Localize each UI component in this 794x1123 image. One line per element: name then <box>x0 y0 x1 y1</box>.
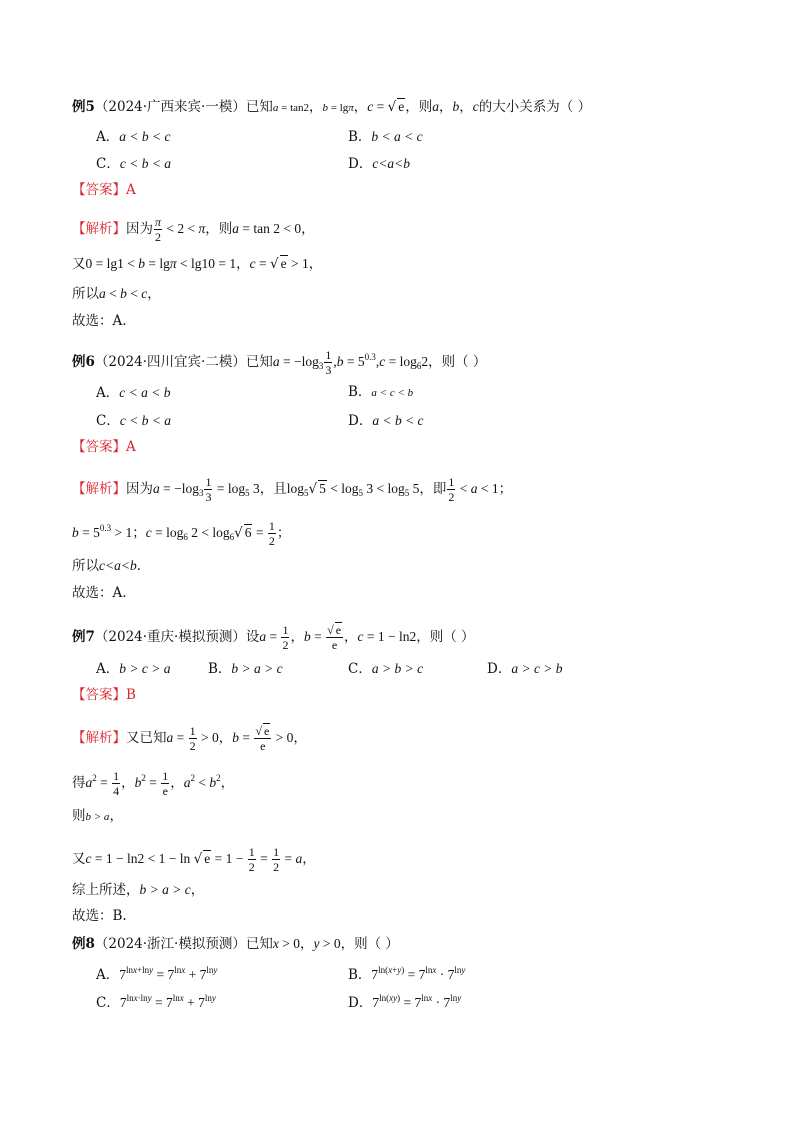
ex5-stem-pre: 已知 <box>245 99 273 115</box>
ex5-source: （2024·广西来宾·一模） <box>94 99 246 115</box>
ex7-analysis-line5: 综上所述，b > a > c， <box>72 882 205 898</box>
ex5-analysis-line2: 又0 = lg1 < b = lgπ < lg10 = 1，c = √ e > 1， <box>72 256 323 272</box>
ex6-option-d[interactable]: D．a < b < c <box>348 413 424 429</box>
ex6-analysis-line3: 所以c<a<b. <box>72 558 142 574</box>
ex6-conclusion: 故选：A. <box>72 585 127 601</box>
ex7-analysis-line2: 得$a^2$ = $\frac{1}{4}$ ，$b^2$ = $\frac{1}{e}$ ，$a^2 < b^2$， <box>72 769 235 798</box>
ex7-stem: 例7（2024·重庆·模拟预测）设a = $\frac{1}{2}$ ，b = $\frac{√ e}{e}$ ，c = 1 − ln2，则（ ） <box>72 623 475 652</box>
ex5-stem: 例5（2024·广西来宾·一模）已知a = tan2，b = lgπ，c = √ e，则a，b，c的大小关系为（ ） <box>72 99 592 115</box>
ex5-analysis-line1: 【解析】因为 $\frac{\pi}{2}$ < 2 < π，则a = tan 2 < 0， <box>72 215 315 244</box>
ex6-option-b[interactable]: B．a < c < b <box>348 384 414 400</box>
ex5-label: 例5 <box>72 99 95 115</box>
ex5-conclusion: 故选：A. <box>72 313 127 329</box>
ex5-stem-suffix: 的大小关系为（ ） <box>478 99 592 115</box>
ex7-option-a[interactable]: A．b > c > a <box>96 661 171 677</box>
ex8-stem: 例8（2024·浙江·模拟预测）已知x > 0，y > 0，则（ ） <box>72 936 399 952</box>
ex6-option-a[interactable]: A．c < a < b <box>96 385 171 401</box>
ex8-option-d[interactable]: D．$7^{ln(xy)} = 7^{lnx} \cdot 7^{lny}$ <box>348 993 462 1011</box>
ex5-option-a[interactable]: A．a < b < c <box>96 129 171 145</box>
ex7-analysis-line4: 又c = 1 − ln2 < 1 − ln √ e = 1 − $\frac{1}{2}$ = $\frac{1}{2}$ = a， <box>72 845 316 874</box>
ex7-option-d[interactable]: D．a > c > b <box>487 661 563 677</box>
ex7-option-c[interactable]: C．a > b > c <box>348 661 424 677</box>
ex7-answer: 【答案】B <box>72 687 136 703</box>
ex8-option-b[interactable]: B．$7^{ln(x+y)} = 7^{lnx} \cdot 7^{lny}$ <box>348 965 466 983</box>
ex6-stem: 例6（2024·四川宜宾·二模）已知$a = -\log_3$ $\frac{1}{3}$ $,b = 5^{0.3},c = \log_62$，则（ ） <box>72 348 487 377</box>
ex6-analysis-line2: $b = 5^{0.3} > 1$；$c = \log_6 2 < \log_6√$ 6 = $\frac{1}{2}$ ； <box>72 519 291 548</box>
ex7-conclusion: 故选：B. <box>72 908 127 924</box>
ex7-analysis-line3: 则b > a， <box>72 808 123 824</box>
ex6-option-c[interactable]: C．c < b < a <box>96 413 172 429</box>
ex6-analysis-line1: 【解析】因为$a = -\log_3$ $\frac{1}{3}$ = $\log_5 3$，且$\log_5√$ $5 < \log_5 3 < \log_5 5$，即 $\frac{1}{2}$ < a < 1； <box>72 475 513 504</box>
ex8-option-a[interactable]: A．$7^{lnx+lny} = 7^{lnx} + 7^{lny}$ <box>96 965 218 983</box>
ex5-answer: 【答案】A <box>72 182 136 198</box>
ex5-option-d[interactable]: D．c<a<b <box>348 156 411 172</box>
ex5-option-c[interactable]: C．c < b < a <box>96 156 172 172</box>
ex7-option-b[interactable]: B．b > a > c <box>208 661 283 677</box>
ex5-analysis-line3: 所以a < b < c， <box>72 286 161 302</box>
ex7-analysis-line1: 【解析】又已知a = $\frac{1}{2}$ > 0，b = $\frac{√ e}{e}$ > 0， <box>72 724 307 753</box>
ex8-option-c[interactable]: C．$7^{lnx\cdot lny} = 7^{lnx} + 7^{lny}$ <box>96 993 216 1011</box>
ex6-answer: 【答案】A <box>72 439 136 455</box>
ex5-option-b[interactable]: B．b < a < c <box>348 129 423 145</box>
